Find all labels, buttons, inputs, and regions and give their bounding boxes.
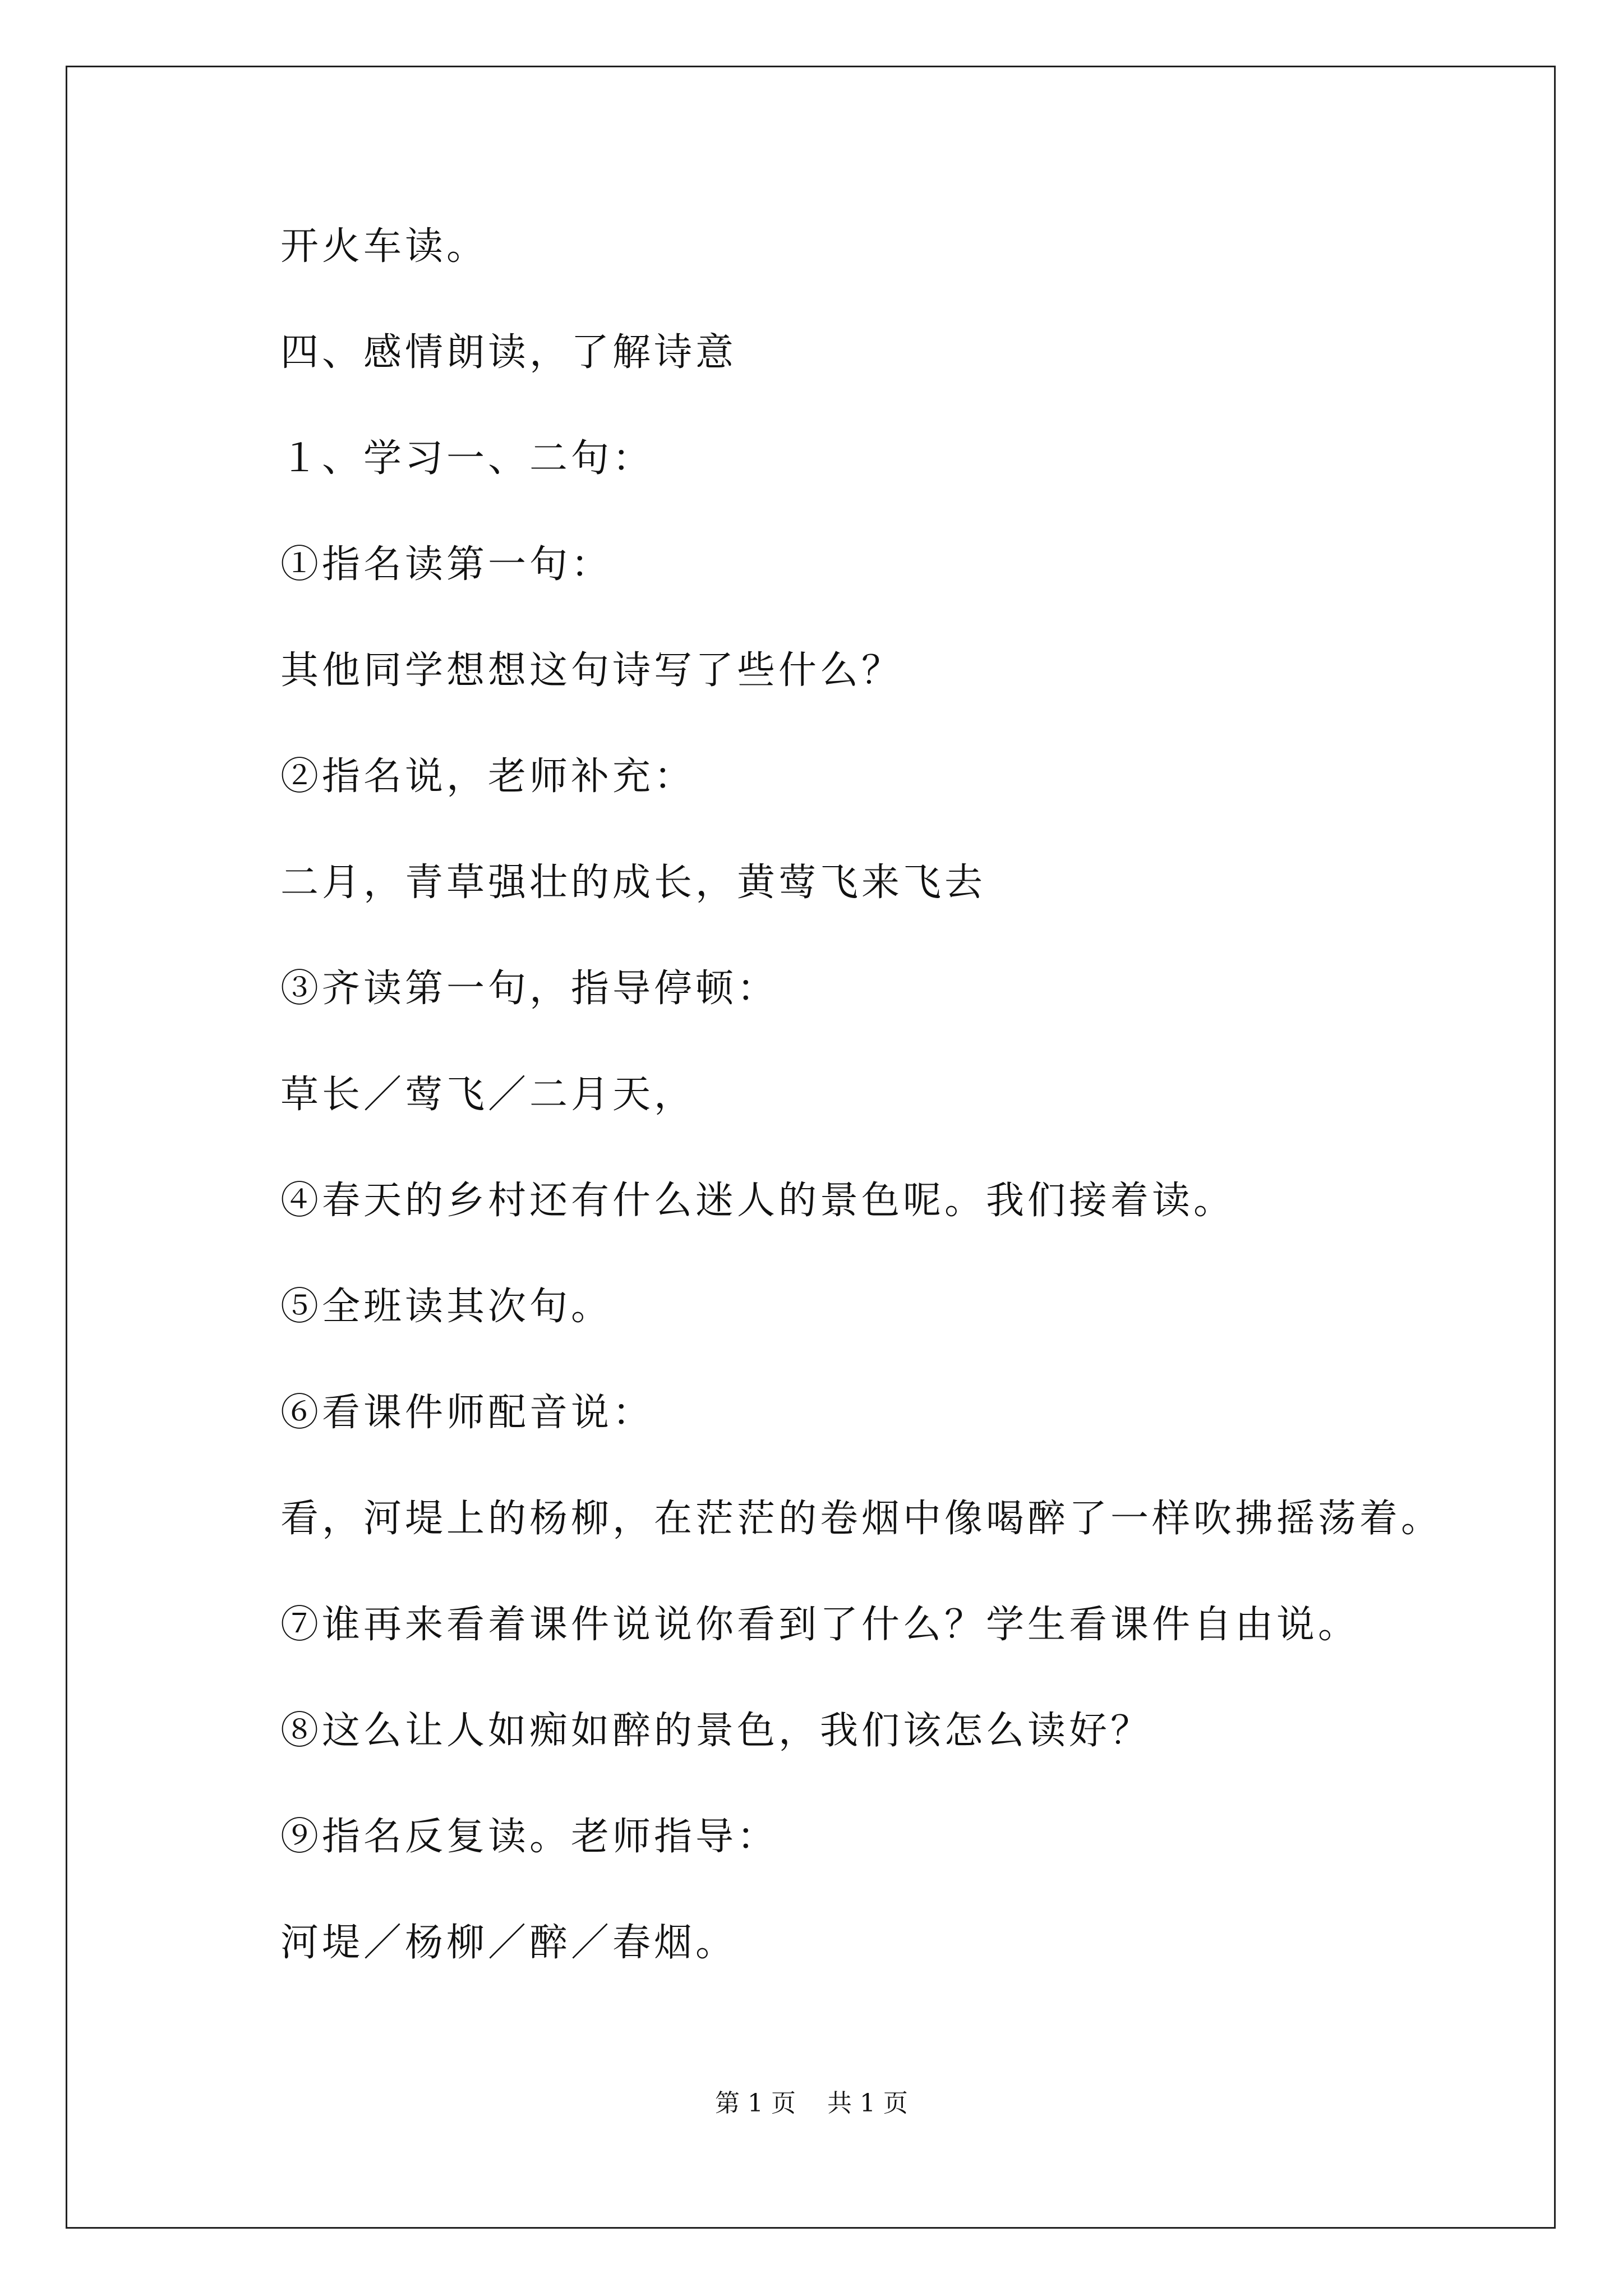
text-line: 开火车读。 <box>280 224 488 269</box>
text-line: 其他同学想想这句诗写了些什么？ <box>280 648 903 693</box>
document-body <box>280 224 1514 2027</box>
text-line: 看，河堤上的杨柳，在茫茫的卷烟中像喝醉了一样吹拂摇荡着。 <box>280 1497 1443 1541</box>
section-heading: 四、感情朗读，了解诗意 <box>280 330 737 375</box>
text-line: 河堤／杨柳／醉／春烟。 <box>280 1921 737 1965</box>
text-line: ⑨指名反复读。老师指导： <box>280 1815 779 1859</box>
text-line: ⑧这么让人如痴如醉的景色，我们该怎么读好？ <box>280 1709 1152 1753</box>
page-footer: 第 1 页 共 1 页 <box>715 2089 908 2118</box>
text-line: ⑤全班读其次句。 <box>280 1285 613 1329</box>
text-line: ①指名读第一句： <box>280 542 613 587</box>
text-line: ②指名说，老师补充： <box>280 754 696 799</box>
text-line: ⑦谁再来看着课件说说你看到了什么？学生看课件自由说。 <box>280 1603 1360 1647</box>
text-line: １、学习一、二句： <box>280 436 654 481</box>
text-line: 二月，青草强壮的成长，黄莺飞来飞去 <box>280 861 986 905</box>
text-line: ③齐读第一句，指导停顿： <box>280 967 779 1011</box>
text-line: ④春天的乡村还有什么迷人的景色呢。我们接着读。 <box>280 1179 1235 1223</box>
text-line: 草长／莺飞／二月天， <box>280 1073 696 1117</box>
text-line: ⑥看课件师配音说： <box>280 1391 654 1435</box>
